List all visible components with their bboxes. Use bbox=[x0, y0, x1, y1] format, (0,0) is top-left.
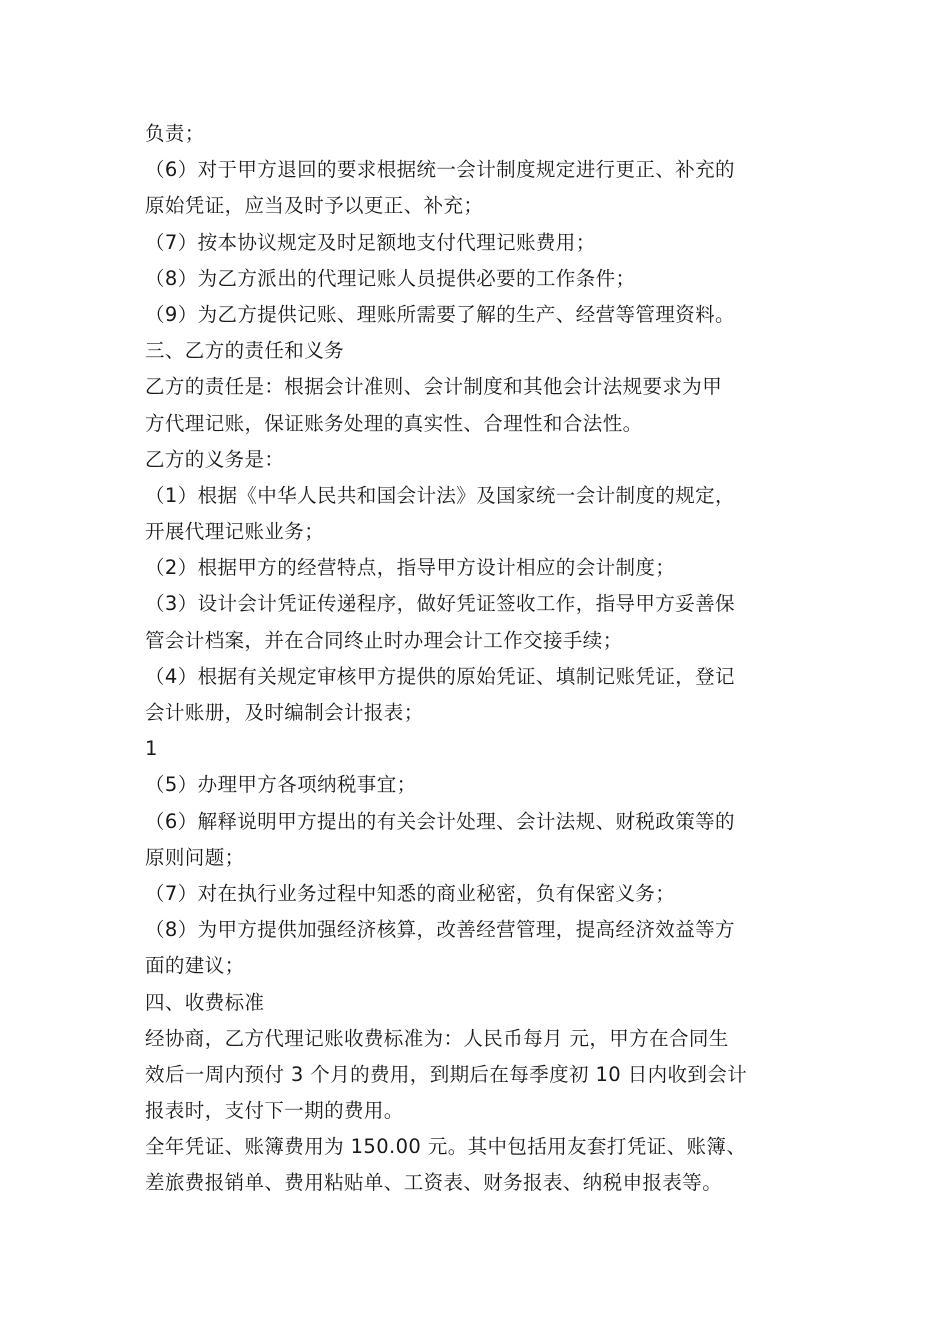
text-line: （8）为乙方派出的代理记账人员提供必要的工作条件； bbox=[145, 266, 636, 290]
text-line: 效后一周内预付 3 个月的费用，到期后在每季度初 10 日内收到会计 bbox=[145, 1062, 748, 1086]
text-line: 差旅费报销单、费用粘贴单、工资表、财务报表、纳税申报表等。 bbox=[145, 1171, 723, 1195]
text-line: 面的建议； bbox=[145, 954, 245, 978]
text-line: （7）对在执行业务过程中知悉的商业秘密，负有保密义务； bbox=[145, 881, 676, 905]
page-number: 1 bbox=[145, 737, 158, 761]
text-line: （6）解释说明甲方提出的有关会计处理、会计法规、财税政策等的 bbox=[145, 809, 735, 833]
section-heading: 三、乙方的责任和义务 bbox=[145, 339, 345, 363]
section-heading: 四、收费标准 bbox=[145, 990, 265, 1014]
text-line: （2）根据甲方的经营特点，指导甲方设计相应的会计制度； bbox=[145, 556, 676, 580]
text-line: （8）为甲方提供加强经济核算，改善经营管理，提高经济效益等方 bbox=[145, 918, 735, 942]
text-line: 全年凭证、账簿费用为 150.00 元。其中包括用友套打凭证、账簿、 bbox=[145, 1135, 747, 1159]
text-line: 会计账册，及时编制会计报表； bbox=[145, 701, 424, 724]
text-line: 原则问题； bbox=[145, 845, 245, 869]
text-line: 乙方的责任是：根据会计准则、会计制度和其他会计法规要求为甲 bbox=[145, 375, 723, 399]
text-line: （6）对于甲方退回的要求根据统一会计制度规定进行更正、补充的 bbox=[145, 158, 735, 182]
text-line: （7）按本协议规定及时足额地支付代理记账费用； bbox=[145, 230, 596, 254]
text-line: （3）设计会计凭证传递程序，做好凭证签收工作，指导甲方妥善保 bbox=[145, 592, 735, 616]
text-line: 乙方的义务是： bbox=[145, 447, 285, 471]
text-line: 管会计档案，并在合同终止时办理会计工作交接手续； bbox=[145, 628, 623, 652]
text-line: 开展代理记账业务； bbox=[145, 520, 325, 544]
text-line: 经协商，乙方代理记账收费标准为：人民币每月 元，甲方在合同生 bbox=[145, 1026, 729, 1050]
document-body bbox=[145, 116, 815, 1202]
text-line: （4）根据有关规定审核甲方提供的原始凭证、填制记账凭证，登记 bbox=[145, 664, 735, 688]
text-line: 报表时，支付下一期的费用。 bbox=[145, 1099, 404, 1123]
text-line: （9）为乙方提供记账、理账所需要了解的生产、经营等管理资料。 bbox=[145, 302, 735, 326]
text-line: 负责； bbox=[145, 122, 205, 145]
text-line: （1）根据《中华人民共和国会计法》及国家统一会计制度的规定， bbox=[145, 483, 735, 507]
text-line: 方代理记账，保证账务处理的真实性、合理性和合法性。 bbox=[145, 411, 643, 435]
text-line: （5）办理甲方各项纳税事宜； bbox=[145, 773, 417, 797]
text-line: 原始凭证，应当及时予以更正、补充； bbox=[145, 194, 484, 218]
